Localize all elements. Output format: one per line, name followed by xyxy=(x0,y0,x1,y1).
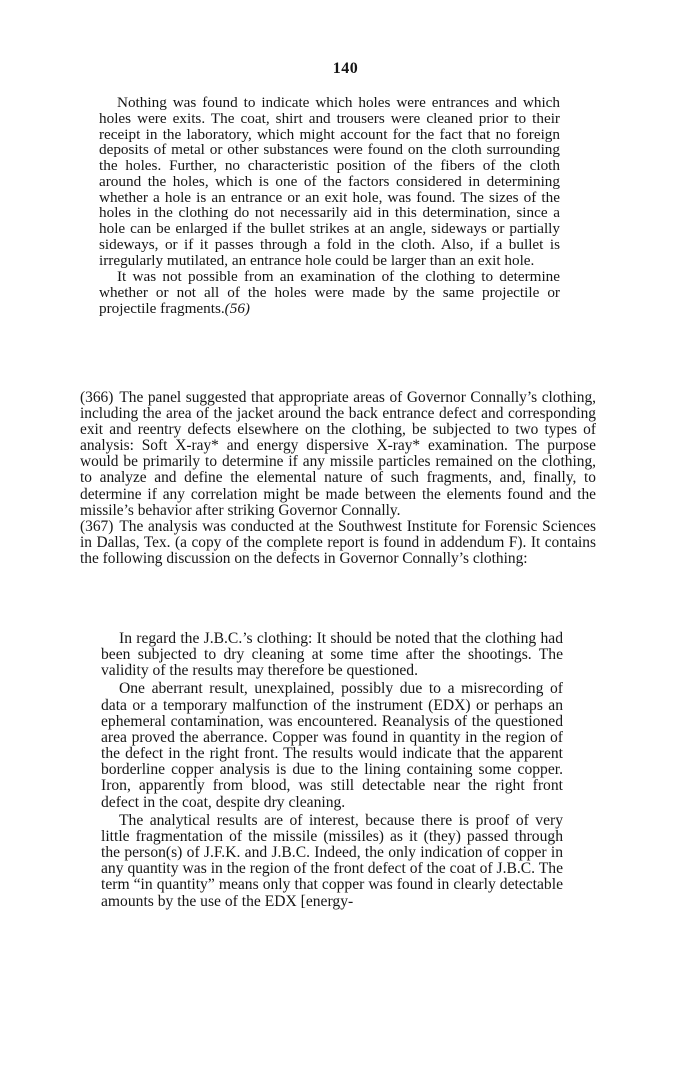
paragraph-text: The panel suggested that appropriate areas of Governor Connally’s clothing, including the area of the jacket around the back entrance defect and corresponding exit and reentry defects elsewhere on the clothing, be subjected to two types of analysis: Soft X-ray* and energy dispersive X-ray* examination. The purpose would be primarily to determine if any missile particles remained on the clothing, to analyze and define the elemental nature of such fragments, and, finally, to determine if any correlation might be made between the elements found and the missile’s behavior after striking Governor Connally. xyxy=(80,389,596,519)
quote-paragraph-projectile xyxy=(99,269,560,316)
quote-paragraph-dry-cleaning: In regard the J.B.C.’s clothing: It should be noted that the clothing had been subjected to dry cleaning at some time after the shootings. The validity of the results may therefore be questioned. xyxy=(101,630,563,680)
page-number: 140 xyxy=(332,60,359,77)
quote-paragraph-holes: Nothing was found to indicate which holes were entrances and which holes were exits. The coat, shirt and trousers were cleaned prior to their receipt in the laboratory, which might account for the fact that no foreign deposits of metal or other substances were found on the cloth surrounding the holes. Further, no characteristic position of the fibers of the cloth around the holes, which is one of the factors considered in determining whether a hole is an entrance or an exit hole, was found. The sizes of the holes in the clothing do not necessarily aid in this determination, since a hole can be enlarged if the bullet strikes at an angle, sideways or partially sideways, or if it passes through a fold in the cloth. Also, if a bullet is irregularly mutilated, an entrance hole could be larger than an exit hole. xyxy=(99,94,560,269)
quoted-fbi-report-excerpt xyxy=(99,95,560,317)
quote-paragraph-projectile-text: It was not possible from an examination of the clothing to determine whether or not all of the holes were made by the same projectile or projectile fragments. xyxy=(99,268,560,317)
report-body xyxy=(80,390,596,567)
quote-paragraph-analytical-results: The analytical results are of interest, because there is proof of very little fragmentation of the missile (missiles) as it (they) passed through the person(s) of J.F.K. and J.B.C. Indeed, the only indication of copper in any quantity was in the region of the front defect of the coat of J.B.C. The term “in quantity” means only that copper was found in clearly detectable amounts by the use of the EDX [energy- xyxy=(101,811,563,910)
paragraph-text: The analysis was conducted at the Southwest Institute for Forensic Sciences in Dallas, Tex. (a copy of the complete report is found in addendum F). It contains the following discussion on the defects in Governor Connally’s clothing: xyxy=(80,517,596,567)
footnote-reference: (56) xyxy=(224,299,250,317)
paragraph-number: (367) xyxy=(80,517,114,535)
paragraph-number: (366) xyxy=(80,389,114,406)
quote-paragraph-aberrant-result: One aberrant result, unexplained, possibly due to a misrecording of data or a temporary malfunction of the instrument (EDX) or perhaps an ephemeral contamination, was encountered. Reanalysis of the questioned area proved the aberrance. Copper was found in quantity in the region of the defect in the right front. The results would indicate that the apparent borderline copper analysis is due to the lining containing some copper. Iron, apparently from blood, was still detectable near the right front defect in the coat, despite dry cleaning. xyxy=(101,680,563,811)
paragraph-367 xyxy=(80,519,596,567)
quoted-institute-report-excerpt xyxy=(101,631,563,910)
paragraph-366 xyxy=(80,390,596,519)
